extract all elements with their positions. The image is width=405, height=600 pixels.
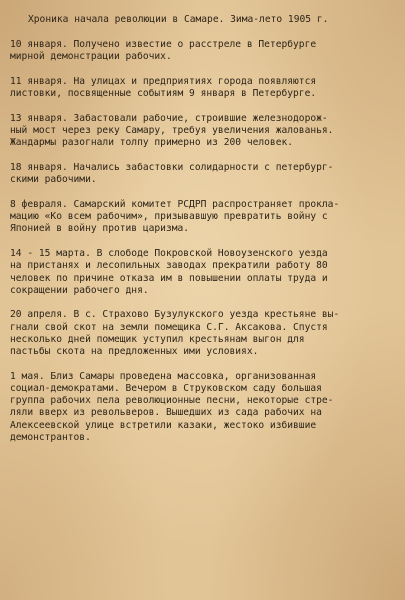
chronicle-entry-feb-8: 8 февраля. Самарский комитет РСДРП распространяет прокла- мацию «Ко всем рабочим», призывавшую превратить войну с Японией в войну против царизма. xyxy=(10,199,340,235)
chronicle-entry-jan-13: 13 января. Забастовали рабочие, строившие железнодорож- ный мост через реку Самару, требуя увеличения жалованья. Жандармы разогнали толпу примерно из 200 человек. xyxy=(10,113,334,149)
chronicle-entry-may-1: 1 мая. Близ Самары проведена массовка, организованная социал-демократами. Вечером в Струковском саду большая группа рабочих пела революционные песни, некоторые стре- ляли вверх из револьверов. Вышедших из сада рабочих на Алексеевской улице встретили казаки, жестоко избившие демонстрантов. xyxy=(10,370,334,443)
chronicle-entry-jan-18: 18 января. Начались забастовки солидарности с петербург- скими рабочими. xyxy=(10,162,334,186)
chronicle-entry-jan-10: 10 января. Получено известие о расстреле в Петербурге мирной демонстрации рабочих. xyxy=(10,39,317,63)
chronicle-entry-apr-20: 20 апреля. В с. Страхово Бузулукского уезда крестьяне вы- гнали свой скот на земли помещика С.Г. Аксакова. Спустя несколько дней помещик уступил крестьянам выгон для пастьбы скота на предложенных ими условиях. xyxy=(10,309,340,358)
page-title: Хроника начала революции в Самаре. Зима-лето 1905 г. xyxy=(28,14,329,25)
chronicle-entry-jan-11: 11 января. На улицах и предприятиях города появляются листовки, посвященные событиям 9 января в Петербурге. xyxy=(10,76,317,100)
chronicle-entry-mar-14-15: 14 - 15 марта. В слободе Покровской Новоузенского уезда на пристанях и лесопильных заводах прекратили работу 80 человек по причине отказа им в повышении оплаты труда и сокращении рабочего дня. xyxy=(10,248,328,296)
